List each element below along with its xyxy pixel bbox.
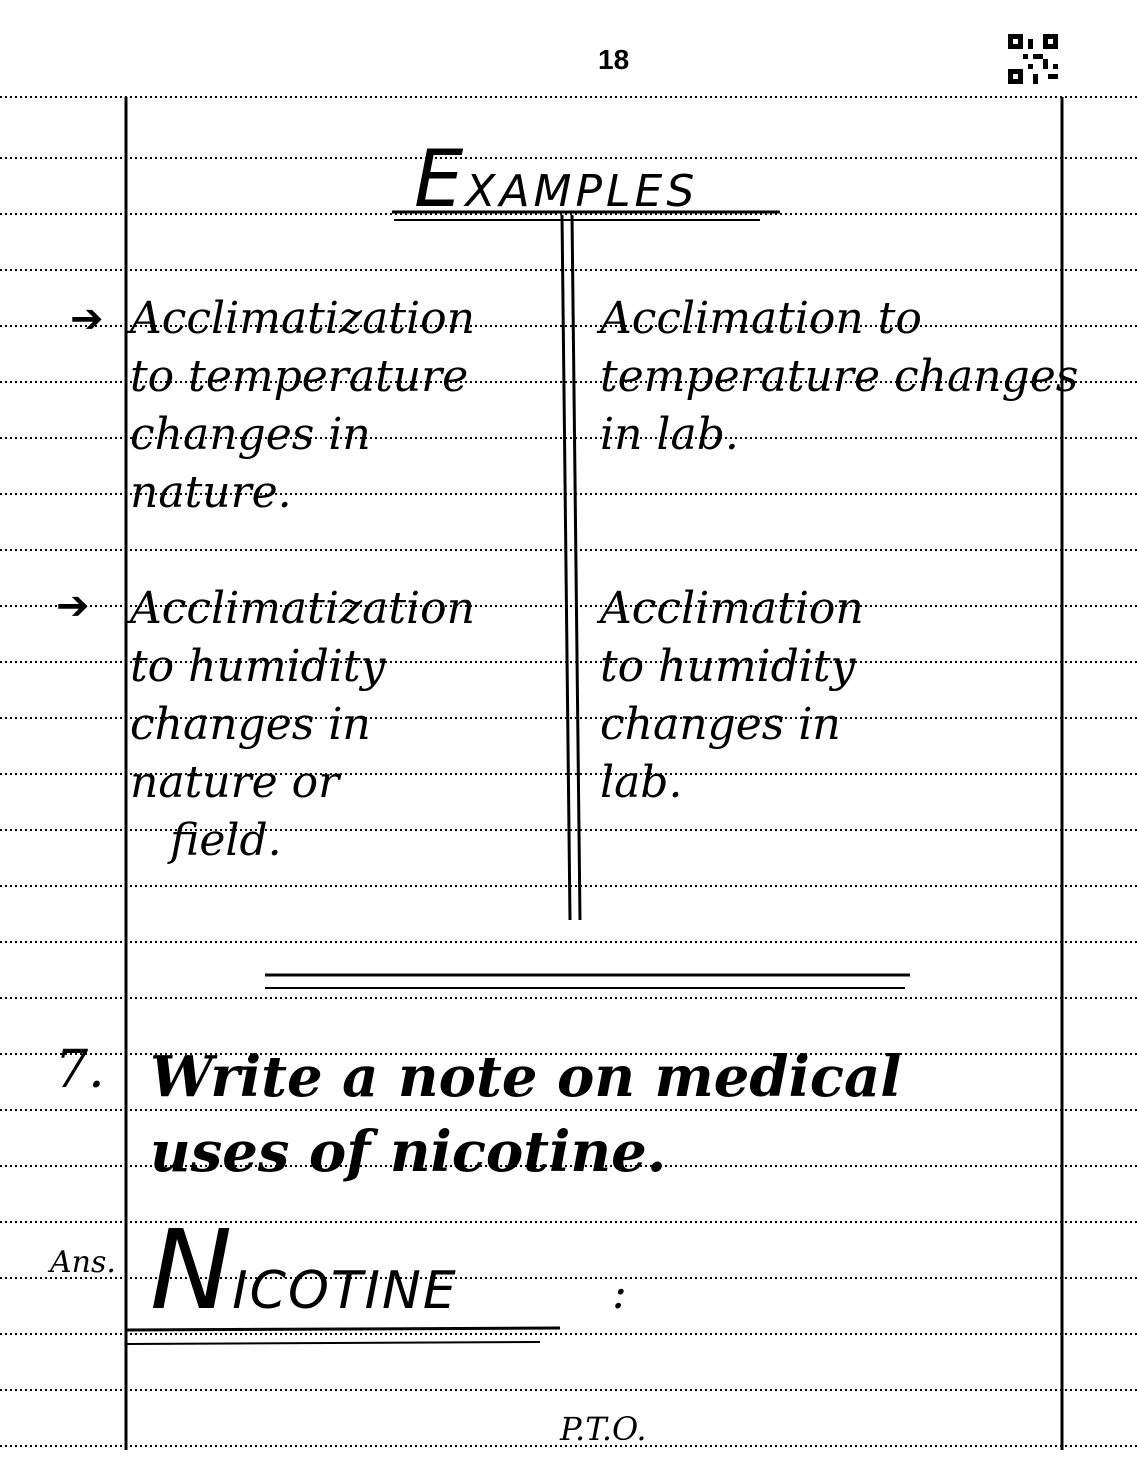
row1-acclimatization-cell xyxy=(130,290,475,522)
heading-colon: : xyxy=(612,1268,627,1319)
cell-line: field. xyxy=(170,815,282,866)
cell-line: Acclimation to xyxy=(600,293,922,344)
cell-line: changes in xyxy=(130,409,371,460)
question-number: 7. xyxy=(55,1040,105,1100)
page-turn-note: P.T.O. xyxy=(560,1410,647,1448)
qr-code-icon xyxy=(1008,34,1058,84)
cell-line: to humidity xyxy=(130,641,386,692)
cell-line: changes in xyxy=(130,699,371,750)
row2-acclimation-cell xyxy=(600,580,864,812)
cell-line: temperature changes xyxy=(600,351,1079,402)
arrow-right-icon: ➔ xyxy=(70,296,104,342)
cell-line: in lab. xyxy=(600,409,739,460)
answer-heading xyxy=(150,1206,458,1334)
heading-rest: ICOTINE xyxy=(232,1261,458,1321)
cell-line: lab. xyxy=(600,757,683,808)
cell-line: nature or xyxy=(130,757,340,808)
cell-line: changes in xyxy=(600,699,841,750)
question-text xyxy=(150,1040,902,1190)
cell-line: to temperature xyxy=(130,351,469,402)
arrow-right-icon: ➔ xyxy=(56,583,90,629)
question-line: uses of nicotine. xyxy=(150,1119,667,1185)
cell-line: nature. xyxy=(130,467,292,518)
row1-acclimation-cell xyxy=(600,290,1078,464)
title-rest: XAMPLES xyxy=(465,166,699,217)
row2-acclimatization-cell xyxy=(130,580,475,870)
cell-line: to humidity xyxy=(600,641,856,692)
cell-line: Acclimatization xyxy=(130,583,475,634)
answer-label: Ans. xyxy=(50,1245,116,1280)
page-title xyxy=(414,135,698,225)
heading-first-letter: N xyxy=(150,1206,233,1334)
question-line: Write a note on medical xyxy=(150,1044,902,1110)
cell-line: Acclimation xyxy=(600,583,864,634)
cell-line: Acclimatization xyxy=(130,293,475,344)
page-number: 18 xyxy=(598,44,630,75)
title-first-letter: E xyxy=(414,135,466,225)
